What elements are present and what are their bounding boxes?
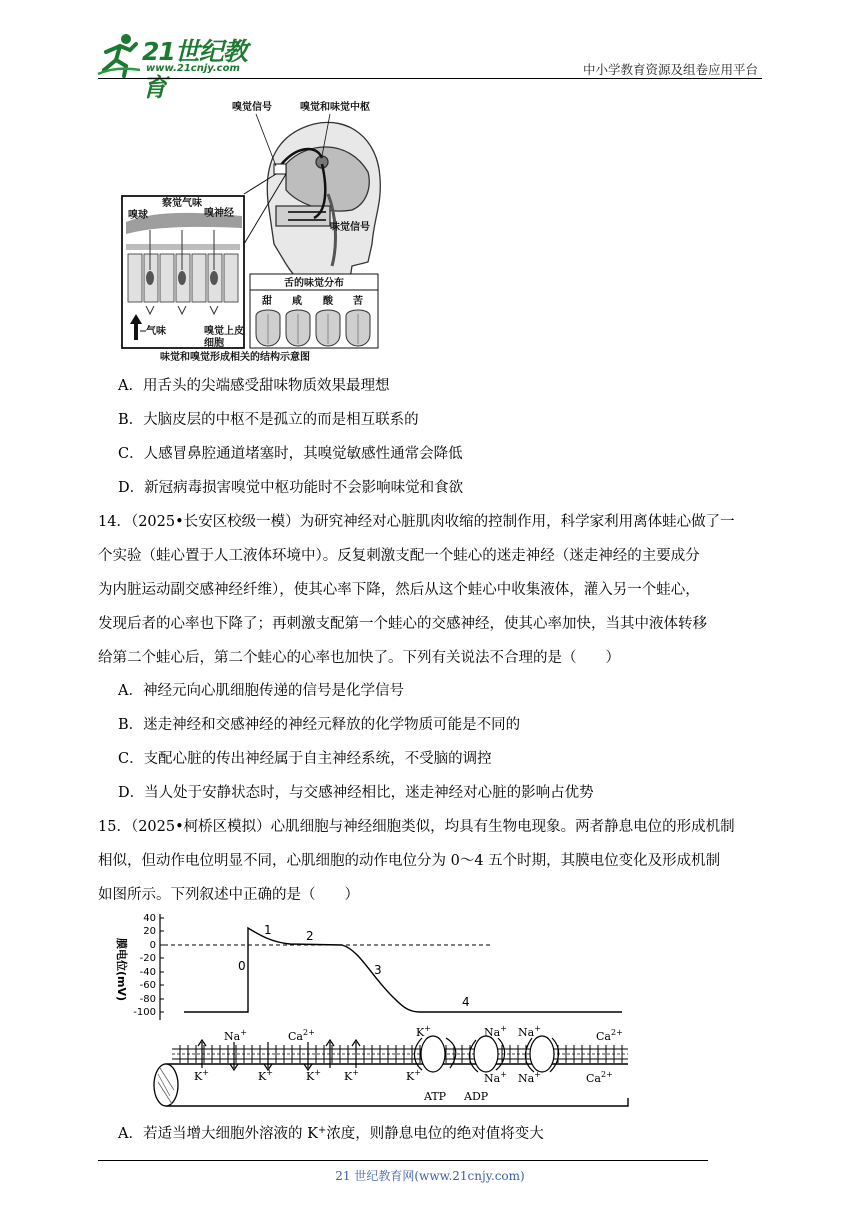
page-footer[interactable]: 21 世纪教育网(www.21cnjy.com) — [335, 1169, 525, 1183]
platform-name: 中小学教育资源及组卷应用平台 — [582, 62, 758, 77]
phase-label-4: 4 — [462, 995, 470, 1009]
phase-label-2: 2 — [306, 929, 314, 943]
page-header — [0, 0, 860, 102]
ion-na: Na — [224, 1030, 241, 1043]
label-bitter: 苦 — [353, 296, 363, 307]
svg-text:Ca2+: $Ca^{2+}$ — [596, 1028, 623, 1043]
footer-divider — [98, 1160, 708, 1161]
cardiac-potential-figure — [110, 908, 640, 1114]
q14-option-c[interactable]: C．支配心脏的传出神经属于自主神经系统，不受脑的调控 — [118, 751, 492, 767]
label-adp: ADP — [464, 1090, 489, 1103]
label-sweet: 甜 — [262, 296, 272, 307]
q15-stem-line-3: 如图所示。下列叙述中正确的是（ ） — [98, 887, 359, 903]
q15-stem-line-1: 15．（2025•柯桥区模拟）心肌细胞与神经细胞类似，均具有生物电现象。两者静息电位的形成机制 — [98, 819, 735, 835]
q14-option-a[interactable]: A．神经元向心肌细胞传递的信号是化学信号 — [118, 683, 404, 699]
q14-stem-line-3: 为内脏运动副交感神经纤维），使其心率下降，然后从这个蛙心中收集液体，灌入另一个蛙心， — [98, 582, 700, 598]
label-center: 嗅觉和味觉中枢 — [300, 102, 370, 113]
q13-option-b[interactable]: B．大脑皮层的中枢不是孤立的而是相互联系的 — [118, 412, 419, 428]
ion-k: K — [416, 1026, 425, 1039]
label-bulb: 嗅球 — [128, 210, 148, 221]
y-tick-label: -80 — [139, 994, 156, 1005]
figure-caption: 味觉和嗅觉形成相关的结构示意图 — [160, 352, 310, 363]
header-divider — [98, 78, 762, 79]
ion-na: Na — [484, 1026, 501, 1039]
label-cell: 细胞 — [204, 338, 224, 349]
q14-option-b[interactable]: B．迷走神经和交感神经的神经元释放的化学物质可能是不同的 — [118, 717, 521, 733]
label-tongue-title: 舌的味觉分布 — [284, 278, 344, 289]
y-tick-label: 0 — [149, 940, 156, 951]
svg-text:Ca2+: $Ca^{2+}$ — [586, 1070, 613, 1085]
ion-na: Na — [518, 1026, 535, 1039]
svg-text:K+: K+ — [416, 1024, 431, 1039]
label-sense-smell: 察觉气味 — [162, 198, 202, 209]
y-tick-label: -100 — [133, 1007, 156, 1018]
runner-logo-icon — [96, 30, 142, 78]
y-tick-label: -60 — [139, 980, 156, 991]
q15-option-a[interactable]: A．若适当增大细胞外溶液的 K+浓度，则静息电位的绝对值将变大 — [118, 1125, 544, 1142]
y-tick-label: 20 — [143, 926, 156, 937]
q14-stem-line-5: 给第二个蛙心后，第二个蛙心的心率也加快了。下列有关说法不合理的是（ ） — [98, 650, 620, 666]
q13-option-a[interactable]: A．用舌头的尖端感受甜味物质效果最理想 — [118, 378, 390, 394]
svg-text:Ca2+: $Ca^{2+}$ — [288, 1028, 315, 1043]
logo-text: 21世纪教育 — [142, 37, 247, 102]
y-tick-label: -40 — [139, 967, 156, 978]
y-tick-label: -20 — [139, 953, 156, 964]
q14-stem-line-2: 个实验（蛙心置于人工液体环境中）。反复刺激支配一个蛙心的迷走神经（迷走神经的主要成分 — [98, 548, 700, 564]
label-nerve: 嗅神经 — [204, 208, 234, 219]
label-salty: 咸 — [292, 296, 302, 307]
label-atp: ATP — [424, 1090, 447, 1103]
svg-text:K+: K+ — [194, 1068, 209, 1083]
label-odor: 气味 — [146, 326, 166, 337]
label-taste-signal: 味觉信号 — [330, 222, 370, 233]
ion-labels-bottom — [194, 1068, 613, 1103]
q13-option-c[interactable]: C．人感冒鼻腔通道堵塞时，其嗅觉敏感性通常会降低 — [118, 446, 463, 462]
taste-smell-figure — [116, 94, 396, 366]
svg-text:Na+: Na+ — [224, 1028, 247, 1043]
logo-url: www.21cnjy.com — [146, 63, 240, 74]
phase-label-3: 3 — [374, 963, 382, 977]
q15-stem-line-2: 相似，但动作电位明显不同，心肌细胞的动作电位分为 0～4 五个时期，其膜电位变化及形成机制 — [98, 853, 721, 869]
y-tick-label: 40 — [143, 913, 156, 924]
site-logo[interactable] — [96, 30, 266, 102]
q14-stem-line-1: 14．（2025•长安区校级一模）为研究神经对心脏肌肉收缩的控制作用，科学家利用离体蛙心做了一 — [98, 514, 735, 530]
svg-text:K+: K+ — [406, 1068, 421, 1083]
svg-text:K+: K+ — [258, 1068, 273, 1083]
label-sour: 酸 — [323, 296, 333, 307]
label-epithelium: 嗅觉上皮 — [204, 326, 244, 337]
label-olfactory-signal: 嗅觉信号 — [232, 102, 272, 113]
y-ticks — [160, 918, 164, 1012]
q14-option-d[interactable]: D．当人处于安静状态时，与交感神经相比，迷走神经对心脏的影响占优势 — [118, 785, 594, 801]
ion-labels-top — [224, 1024, 623, 1043]
ion-ca: Ca — [288, 1030, 303, 1043]
q14-stem-line-4: 发现后者的心率也下降了；再刺激支配第一个蛙心的交感神经，使其心率加快，当其中液体转移 — [98, 616, 707, 632]
svg-text:K+: K+ — [344, 1068, 359, 1083]
svg-text:Na+: Na+ — [518, 1070, 541, 1085]
phase-label-1: 1 — [264, 923, 272, 937]
ion-ca: Ca — [596, 1030, 611, 1043]
svg-text:Na+: Na+ — [484, 1024, 507, 1039]
svg-text:Na+: Na+ — [518, 1024, 541, 1039]
y-axis-label: 膜电位(mV) — [115, 938, 128, 1002]
svg-text:K+: K+ — [306, 1068, 321, 1083]
q13-option-d[interactable]: D．新冠病毒损害嗅觉中枢功能时不会影响味觉和食欲 — [118, 480, 464, 496]
svg-text:Na+: Na+ — [484, 1070, 507, 1085]
phase-label-0: 0 — [238, 959, 246, 973]
action-potential-curve — [184, 928, 622, 1012]
